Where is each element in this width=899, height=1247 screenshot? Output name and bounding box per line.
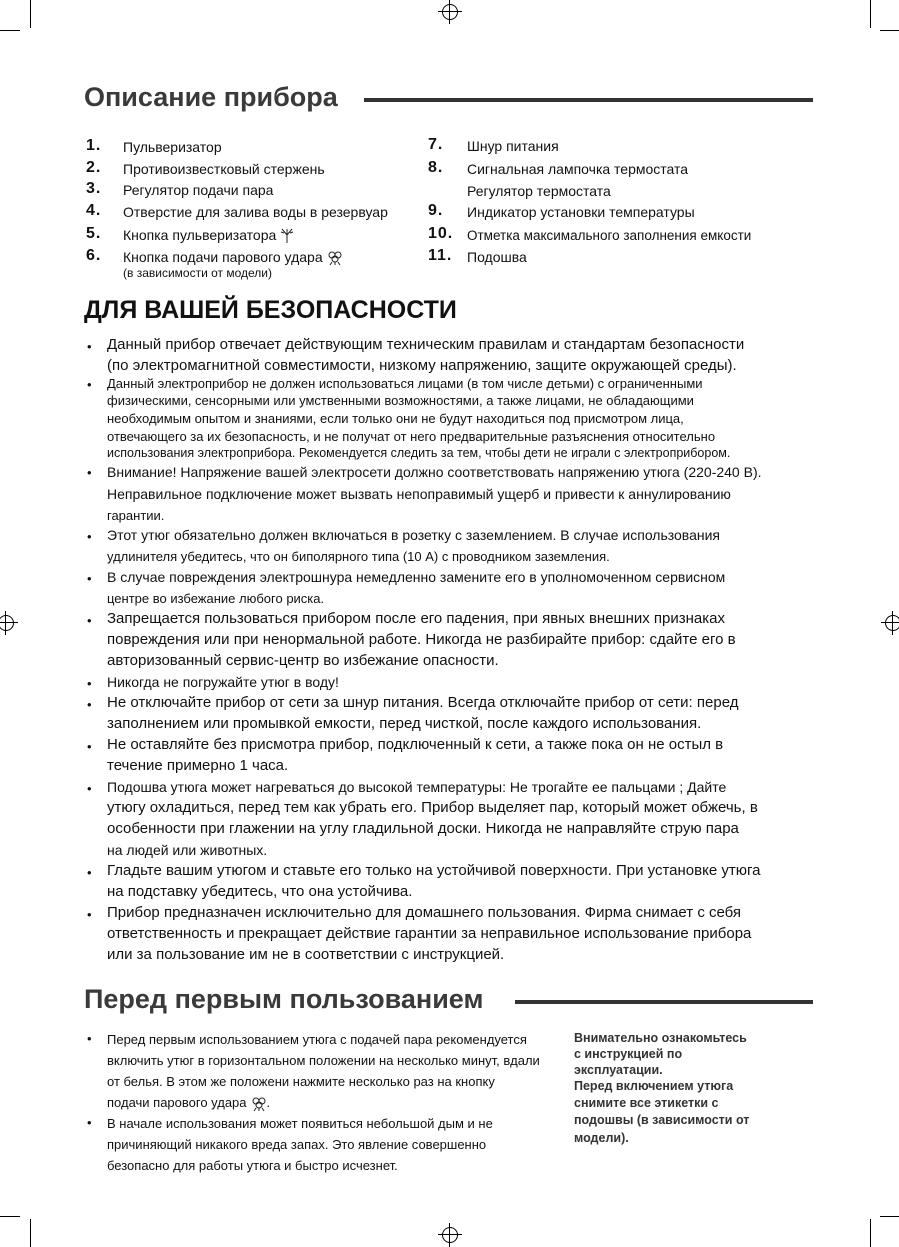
safety-line: Этот утюг обязательно должен включаться в розетку с заземлением. В случае использования <box>107 527 721 543</box>
first-use-line: В начале использования может появиться небольшой дым и не <box>107 1116 493 1131</box>
bullet-marker: • <box>87 739 92 754</box>
safety-line: Внимание! Напряжение вашей электросети должно соответствовать напряжению утюга (220-240 В). <box>107 464 762 480</box>
safety-line: Гладьте вашим утюгом и ставьте его только на устойчивой поверхности. При установке утюга <box>107 862 761 879</box>
item-number: 5. <box>86 225 102 242</box>
safety-line: или за пользование им не в соответствии с инструкцией. <box>107 946 505 963</box>
sidebar-line: с инструкцией по <box>574 1047 683 1061</box>
item-text: Сигнальная лампочка термостата <box>467 161 689 177</box>
crop-mark <box>870 1219 871 1247</box>
safety-line: Данный электроприбор не должен использоваться лицами (в том числе детьми) с ограниченными <box>107 376 703 391</box>
bullet-marker: • <box>87 377 92 392</box>
safety-line: авторизованный сервис-центр во избежание опасности. <box>107 652 499 669</box>
item-number: 8. <box>428 159 444 176</box>
safety-line: В случае повреждения электрошнура немедленно замените его в уполномоченном сервисном <box>107 569 726 585</box>
sidebar-line: снимите все этикетки с <box>574 1096 719 1110</box>
item-label: Кнопка подачи парового удара <box>123 249 323 265</box>
safety-line: Не оставляйте без присмотра прибор, подключенный к сети, а также пока он не остыл в <box>107 736 724 753</box>
first-use-line: включить утюг в горизонтальном положении на несколько минут, вдали <box>107 1053 540 1068</box>
section-rule <box>364 98 813 102</box>
safety-line: удлинителя убедитесь, что он биполярного типа (10 А) с проводником заземления. <box>107 549 610 564</box>
crop-mark <box>30 0 31 28</box>
safety-line: на людей или животных. <box>107 842 268 858</box>
item-number: 7. <box>428 136 444 153</box>
bullet-marker: • <box>87 865 92 880</box>
section-title-safety: ДЛЯ ВАШЕЙ БЕЗОПАСНОСТИ <box>84 296 457 324</box>
item-text <box>123 227 294 244</box>
first-use-line: безопасно для работы утюга и быстро исчезнет. <box>107 1158 398 1173</box>
safety-line: необходимым опытом и знаниями, если только они не будут находиться под присмотром лица, <box>107 411 684 426</box>
item-number: 10. <box>428 225 454 242</box>
item-number: 4. <box>86 202 102 219</box>
bullet-marker: • <box>87 1115 92 1130</box>
bullet-marker: • <box>87 465 92 480</box>
period: . <box>266 1095 271 1110</box>
bullet-marker: • <box>87 781 92 796</box>
safety-line: Подошва утюга может нагреваться до высокой температуры: Не трогайте ее пальцами ; Дайте <box>107 779 727 795</box>
first-use-line: причиняющий никакого вреда запах. Это явление совершенно <box>107 1137 487 1152</box>
safety-line: (по электромагнитной совместимости, низкому напряжению, защите окружающей среды). <box>107 357 737 374</box>
registration-mark-icon <box>438 0 462 24</box>
registration-mark-icon <box>438 1223 462 1247</box>
sidebar-line: Перед включением утюга <box>574 1079 734 1093</box>
item-number: 11. <box>428 247 453 264</box>
bullet-marker: • <box>87 613 92 628</box>
section-title-first-use: Перед первым пользованием <box>84 984 484 1014</box>
safety-line: утюгу охладиться, перед тем как убрать его. Прибор выделяет пар, который может обжечь, в <box>107 799 758 816</box>
safety-line: гарантии. <box>107 508 165 523</box>
crop-mark <box>880 1216 899 1217</box>
sidebar-line: эксплуатации. <box>574 1063 663 1077</box>
registration-mark-icon <box>0 611 18 635</box>
bullet-marker: • <box>87 529 92 544</box>
item-label: Кнопка пульверизатора <box>123 227 277 243</box>
bullet-marker: • <box>87 907 92 922</box>
safety-line: Запрещается пользоваться прибором после его падения, при явных внешних признаках <box>107 610 725 627</box>
safety-line: заполнением или промывкой емкости, перед чисткой, после каждого использования. <box>107 715 702 732</box>
safety-line: центре во избежание любого риска. <box>107 591 325 606</box>
safety-line: Неправильное подключение может вызвать непоправимый ущерб и привести к аннулированию <box>107 486 731 502</box>
item-text: Индикатор установки температуры <box>467 204 695 220</box>
item-text: Регулятор термостата <box>467 183 611 199</box>
sidebar-line: Внимательно ознакомьтесь <box>574 1031 747 1045</box>
first-use-line: Перед первым использованием утюга с подачей пара рекомендуется <box>107 1032 527 1047</box>
first-use-line <box>107 1095 270 1112</box>
registration-mark-icon <box>881 611 899 635</box>
item-text: Отметка максимального заполнения емкости <box>467 228 752 243</box>
item-number: 6. <box>86 247 102 264</box>
item-text: Пульверизатор <box>123 139 222 155</box>
crop-mark <box>870 0 871 28</box>
safety-line: ответственность и прекращает действие гарантии за неправильное использование прибора <box>107 925 752 942</box>
crop-mark <box>0 1216 20 1217</box>
safety-line: использования электроприбора. Рекомендуется следить за тем, чтобы дети не играли с электроприбором. <box>107 446 731 460</box>
section-rule <box>515 1000 813 1004</box>
bullet-marker: • <box>87 676 92 691</box>
safety-line: отвечающего за их безопасность, и не получат от него предварительные разъяснения относительно <box>107 429 716 444</box>
item-text: Регулятор подачи пара <box>123 182 274 198</box>
steam-burst-icon <box>327 250 343 266</box>
item-number: 9. <box>428 202 444 219</box>
safety-line: течение примерно 1 часа. <box>107 757 289 774</box>
item-text: Противоизвестковый стержень <box>123 161 325 177</box>
sidebar-line: подошвы (в зависимости от <box>574 1113 750 1127</box>
safety-line: особенности при глажении на углу гладильной доски. Никогда не направляйте струю пара <box>107 820 739 837</box>
safety-line: Никогда не погружайте утюг в воду! <box>107 674 339 690</box>
section-title-description: Описание прибора <box>84 82 338 112</box>
bullet-marker: • <box>87 571 92 586</box>
item-text: Подошва <box>467 249 527 265</box>
safety-line: на подставку убедитесь, что она устойчива. <box>107 883 413 900</box>
bullet-marker: • <box>87 339 92 354</box>
first-use-line-text: подачи парового удара <box>107 1095 247 1110</box>
crop-mark <box>0 30 20 31</box>
safety-line: физическими, сенсорными или умственными возможностями, а также лицами, не обладающими <box>107 393 694 408</box>
safety-line: Прибор предназначен исключительно для домашнего пользования. Фирма снимает с себя <box>107 904 742 921</box>
item-number: 3. <box>86 180 102 197</box>
safety-line: Не отключайте прибор от сети за шнур питания. Всегда отключайте прибор от сети: перед <box>107 694 739 711</box>
item-text: Шнур питания <box>467 138 559 154</box>
sidebar-line: модели). <box>574 1131 629 1145</box>
item-text <box>123 249 343 266</box>
item-text: Отверстие для залива воды в резервуар <box>123 204 388 220</box>
first-use-line: от белья. В этом же положени нажмите несколько раз на кнопку <box>107 1074 495 1089</box>
item-note: (в зависимости от модели) <box>123 266 272 280</box>
spray-icon <box>280 228 294 244</box>
item-number: 2. <box>86 159 102 176</box>
steam-burst-icon <box>251 1096 267 1112</box>
safety-line: повреждения или при ненормальной работе. Никогда не разбирайте прибор: сдайте его в <box>107 631 736 648</box>
safety-line: Данный прибор отвечает действующим техническим правилам и стандартам безопасности <box>107 336 745 353</box>
crop-mark <box>30 1219 31 1247</box>
bullet-marker: • <box>87 697 92 712</box>
item-number: 1. <box>86 137 102 154</box>
bullet-marker: • <box>87 1031 92 1046</box>
crop-mark <box>880 30 899 31</box>
